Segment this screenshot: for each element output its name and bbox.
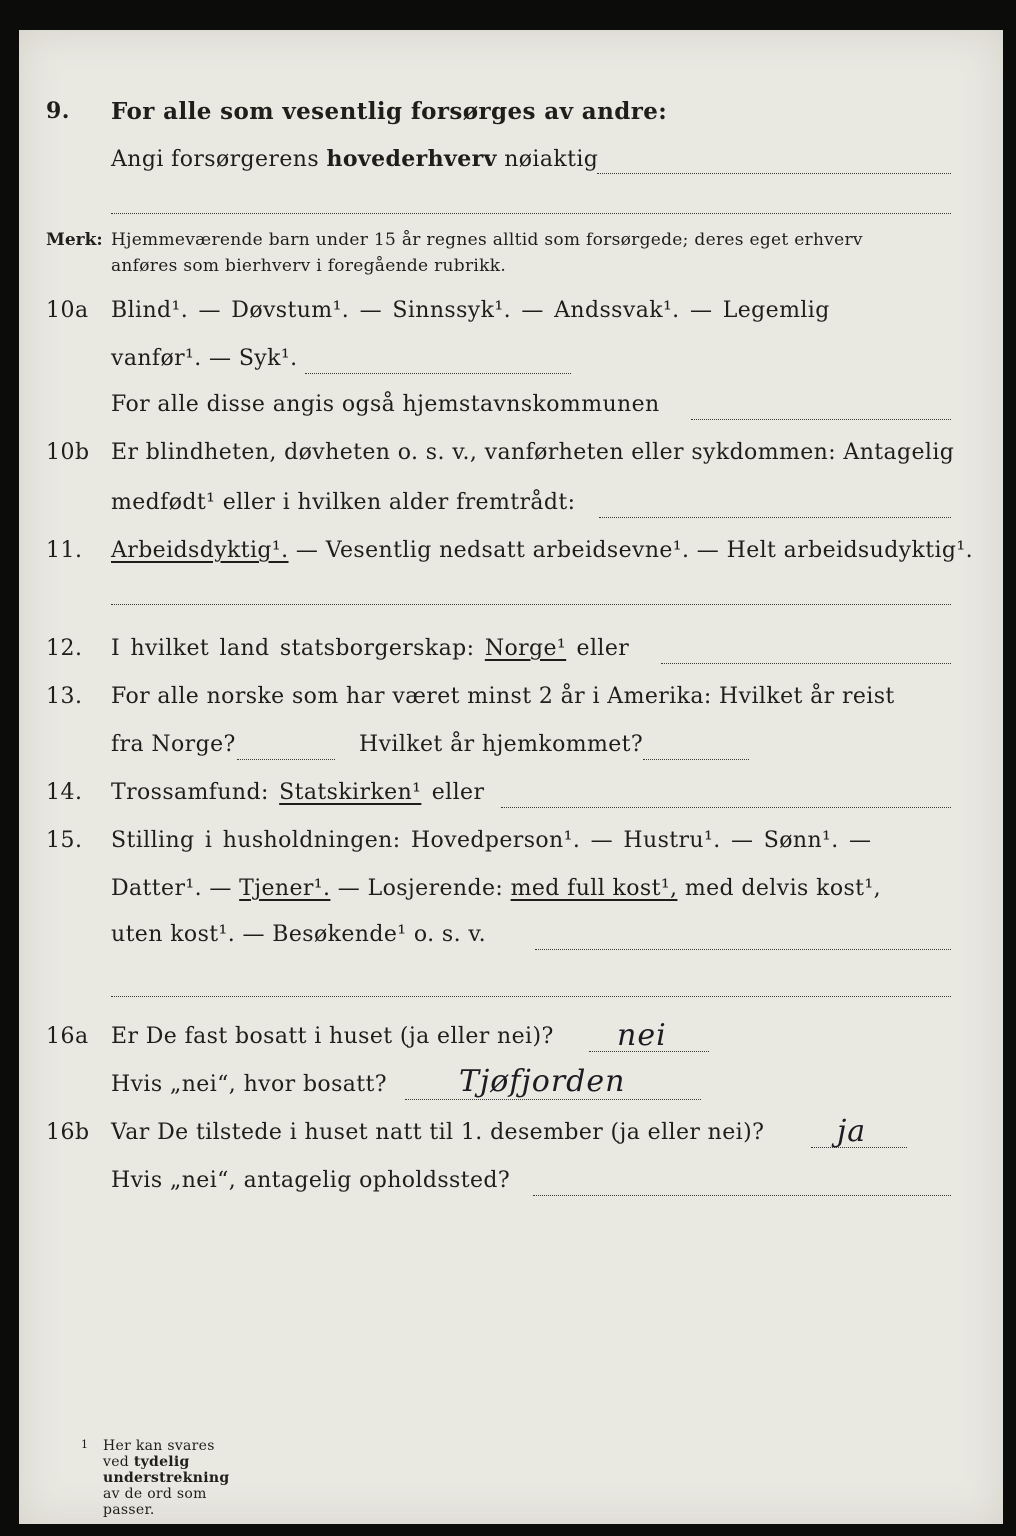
question-text: For alle norske som har været minst 2 år i Amerika: Hvilket år reist (111, 684, 895, 709)
question-16b (19, 1114, 1003, 1160)
question-16a (19, 1018, 1003, 1064)
question-text: Hvilket år hjemkommet? (359, 732, 644, 757)
question-16a-line2 (19, 1064, 1003, 1112)
question-14 (19, 780, 1003, 820)
question-15 (19, 828, 1003, 868)
question-10b (19, 440, 1003, 480)
question-text: fra Norge? (111, 732, 236, 757)
question-number: 15. (46, 828, 83, 853)
question-number: 14. (46, 780, 83, 805)
underlined-option: Arbeidsdyktig¹. (111, 538, 289, 563)
question-number: 12. (46, 636, 83, 661)
question-9 (19, 98, 1003, 138)
answer-line[interactable] (597, 173, 951, 174)
answer-line[interactable] (405, 1099, 701, 1100)
question-text: uten kost¹. — Besøkende¹ o. s. v. (111, 922, 486, 947)
question-text: Er blindheten, døvheten o. s. v., vanførheten eller sykdommen: Antagelig (111, 440, 955, 465)
question-16b-line2 (19, 1168, 1003, 1208)
handwritten-answer: Tjøfjorden (459, 1064, 626, 1099)
question-12 (19, 636, 1003, 676)
footnote-mark: 1 (81, 1438, 88, 1451)
question-text: Stilling i husholdningen: Hovedperson¹. — Hustru¹. — Sønn¹. — (111, 828, 872, 853)
question-number: 13. (46, 684, 83, 709)
underlined-option: med full kost¹, (510, 876, 678, 901)
question-text: vanfør¹. — Syk¹. (111, 346, 298, 371)
footnote-text: Her kan svares ved tydelig understrekning av de ord som passer. (103, 1438, 230, 1518)
question-text: medfødt¹ eller i hvilken alder fremtrådt: (111, 490, 576, 515)
question-15-line3 (19, 922, 1003, 962)
census-form-page (19, 30, 1003, 1524)
question-text: Er De fast bosatt i huset (ja eller nei)? (111, 1024, 554, 1049)
question-15-line2 (19, 876, 1003, 916)
underlined-option: Norge¹ (484, 636, 567, 661)
handwritten-answer: nei (617, 1018, 667, 1053)
question-10a-line3 (19, 392, 1003, 432)
underlined-option: Statskirken¹ (279, 780, 422, 805)
answer-line[interactable] (599, 517, 951, 518)
question-text: Trossamfund: Statskirken¹ eller (111, 780, 485, 805)
question-text: Blind¹. — Døvstum¹. — Sinnssyk¹. — Andssvak¹. — Legemlig (111, 298, 830, 323)
question-number: 10b (46, 440, 90, 465)
answer-line[interactable] (237, 759, 335, 760)
question-11 (19, 538, 1003, 578)
question-9-line2 (19, 146, 1003, 186)
answer-line[interactable] (661, 663, 951, 664)
answer-line[interactable] (111, 604, 951, 605)
merk-text: anføres som bierhverv i foregående rubrikk. (111, 256, 507, 276)
question-number: 11. (46, 538, 83, 563)
question-text: Angi forsørgerens hovederhverv nøiaktig (111, 146, 599, 172)
answer-line[interactable] (643, 759, 749, 760)
question-13-line2 (19, 732, 1003, 772)
answer-line[interactable] (535, 949, 951, 950)
answer-line[interactable] (533, 1195, 951, 1196)
question-text: For alle som vesentlig forsørges av andre: (111, 98, 668, 125)
answer-line[interactable] (111, 996, 951, 997)
question-number: 16a (46, 1024, 89, 1049)
question-text: Arbeidsdyktig¹. — Vesentlig nedsatt arbeidsevne¹. — Helt arbeidsudyktig¹. (111, 538, 974, 563)
question-number: 9. (46, 98, 70, 124)
question-text: Var De tilstede i huset natt til 1. desember (ja eller nei)? (111, 1120, 765, 1145)
merk-label: Merk: (46, 230, 103, 250)
merk-note-line2 (19, 256, 1003, 296)
question-10b-line2 (19, 490, 1003, 530)
answer-line[interactable] (111, 213, 951, 214)
question-text: Hvis „nei“, hvor bosatt? (111, 1072, 387, 1097)
question-text: Datter¹. — Tjener¹. — Losjerende: med full kost¹, med delvis kost¹, (111, 876, 882, 901)
question-13 (19, 684, 1003, 724)
question-text: I hvilket land statsborgerskap: Norge¹ eller (111, 636, 630, 661)
question-10a (19, 298, 1003, 338)
question-text: For alle disse angis også hjemstavnskommunen (111, 392, 660, 417)
question-10a-line2 (19, 346, 1003, 386)
handwritten-answer: ja (837, 1114, 867, 1149)
question-number: 10a (46, 298, 89, 323)
answer-line[interactable] (501, 807, 951, 808)
question-number: 16b (46, 1120, 90, 1145)
question-text: Hvis „nei“, antagelig opholdssted? (111, 1168, 511, 1193)
answer-line[interactable] (691, 419, 951, 420)
answer-line[interactable] (305, 373, 571, 374)
underlined-option: Tjener¹. (239, 876, 331, 901)
merk-text: Hjemmeværende barn under 15 år regnes alltid som forsørgede; deres eget erhverv (111, 230, 863, 250)
